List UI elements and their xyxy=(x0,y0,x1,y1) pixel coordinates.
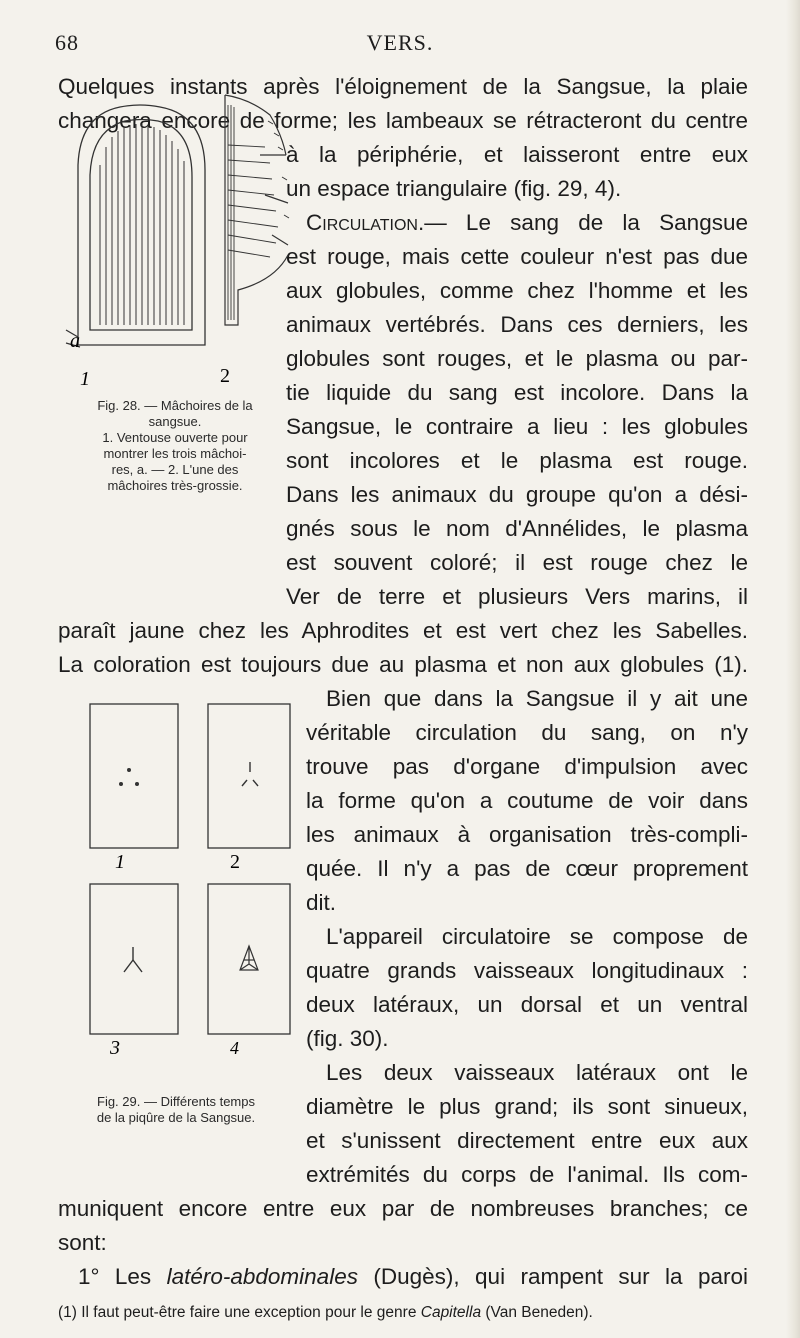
fig29-label-1: 1 xyxy=(115,851,125,873)
fig29-panel-1 xyxy=(90,704,178,848)
fig29-caption-line: Fig. 29. — Différents temps xyxy=(97,1094,255,1109)
page-number: 68 xyxy=(55,30,79,55)
text-line: muniquent encore entre eux par de nombreuses branches; ce xyxy=(58,1196,748,1221)
text-line: Dans les animaux du groupe qu'on a dési- xyxy=(286,482,748,507)
text-line: Sangsue, le contraire a lieu : les globules xyxy=(286,414,748,439)
text-line: dit. xyxy=(306,890,337,915)
section-heading-line: Circulation.— Le sang de la Sangsue xyxy=(306,210,748,235)
fig28-label-a: a xyxy=(70,330,80,352)
fig29-panel-3 xyxy=(90,884,178,1034)
running-title: VERS. xyxy=(366,30,434,55)
wound-stage-4 xyxy=(240,946,258,970)
fig28-illustration xyxy=(60,85,290,385)
text-line: la forme qu'on a coutume de voir dans xyxy=(306,788,748,813)
fig28-caption-line: montrer les trois mâchoi- xyxy=(103,446,247,461)
fig28-caption xyxy=(60,398,290,494)
text-line: Les deux vaisseaux latéraux ont le xyxy=(326,1060,748,1085)
text-line: animaux vertébrés. Dans ces derniers, les xyxy=(286,312,748,337)
text-line: 1° Les latéro-abdominales (Dugès), qui rampent sur la paroi xyxy=(78,1264,748,1289)
text-line: un espace triangulaire (fig. 29, 4). xyxy=(286,176,622,201)
fig28-caption-line: Fig. 28. — Mâchoires de la xyxy=(97,398,253,413)
text-line: et s'unissent directement entre eux aux xyxy=(306,1128,748,1153)
fig29-label-3: 3 xyxy=(110,1037,120,1059)
fig28-caption-line: mâchoires très-grossie. xyxy=(107,478,243,493)
fig29-panel-2 xyxy=(208,704,290,848)
text-line: La coloration est toujours due au plasma et non aux globules (1). xyxy=(58,652,748,677)
footnote: (1) Il faut peut-être faire une exception pour le genre Capitella (Van Beneden). xyxy=(58,1304,593,1321)
text-line: changera encore de forme; les lambeaux se rétracteront du centre xyxy=(58,108,748,133)
text-line: paraît jaune chez les Aphrodites et est vert chez les Sabelles. xyxy=(58,618,748,643)
text-line: quatre grands vaisseaux longitudinaux : xyxy=(306,958,748,983)
text-line: trouve pas d'organe d'impulsion avec xyxy=(306,754,748,779)
text-line: Bien que dans la Sangsue il y ait une xyxy=(326,686,748,711)
text-line: quée. Il n'y a pas de cœur proprement xyxy=(306,856,748,881)
text-line: est souvent coloré; il est rouge chez le xyxy=(286,550,748,575)
wound-stage-1 xyxy=(119,768,139,786)
text-line: (fig. 30). xyxy=(306,1026,389,1051)
fig28-caption-line: sangsue. xyxy=(148,414,202,429)
wound-stage-2 xyxy=(242,762,258,786)
page-edge xyxy=(786,0,800,1338)
text-line: Ver de terre et plusieurs Vers marins, il xyxy=(286,584,748,609)
text-line: sont incolores et le plasma est rouge. xyxy=(286,448,748,473)
wound-stage-3 xyxy=(124,947,142,972)
text-line: sont: xyxy=(58,1230,107,1255)
fig28-label-1: 1 xyxy=(80,368,90,385)
jaw-drawing xyxy=(225,95,289,325)
text-line: à la périphérie, et laisseront entre eux xyxy=(286,142,748,167)
fig29-label-2: 2 xyxy=(230,851,240,873)
fig28-caption-line: res, a. — 2. L'une des xyxy=(111,462,239,477)
text-line: diamètre le plus grand; ils sont sinueux, xyxy=(306,1094,748,1119)
fig28-caption-line: 1. Ventouse ouverte pour xyxy=(102,430,248,445)
text-line: globules sont rouges, et le plasma ou par- xyxy=(286,346,748,371)
text-line: deux latéraux, un dorsal et un ventral xyxy=(306,992,748,1017)
text-line: Quelques instants après l'éloignement de la Sangsue, la plaie xyxy=(58,74,748,99)
sucker-drawing xyxy=(66,105,205,347)
text-line: extrémités du corps de l'animal. Ils com- xyxy=(306,1162,748,1187)
fig29-caption xyxy=(60,1094,292,1126)
fig29-caption-line: de la piqûre de la Sangsue. xyxy=(96,1110,256,1125)
text-line: est rouge, mais cette couleur n'est pas due xyxy=(286,244,748,269)
text-line: gnés sous le nom d'Annélides, le plasma xyxy=(286,516,748,541)
fig29-label-4: 4 xyxy=(230,1038,239,1058)
text-line: les animaux à organisation très-compli- xyxy=(306,822,748,847)
text-line: aux globules, comme chez l'homme et les xyxy=(286,278,748,303)
fig28-label-2: 2 xyxy=(220,365,230,385)
text-line: véritable circulation du sang, on n'y xyxy=(306,720,748,745)
fig29-illustration xyxy=(80,702,300,1062)
text-line: tie liquide du sang est incolore. Dans la xyxy=(286,380,748,405)
text-line: L'appareil circulatoire se compose de xyxy=(326,924,748,949)
